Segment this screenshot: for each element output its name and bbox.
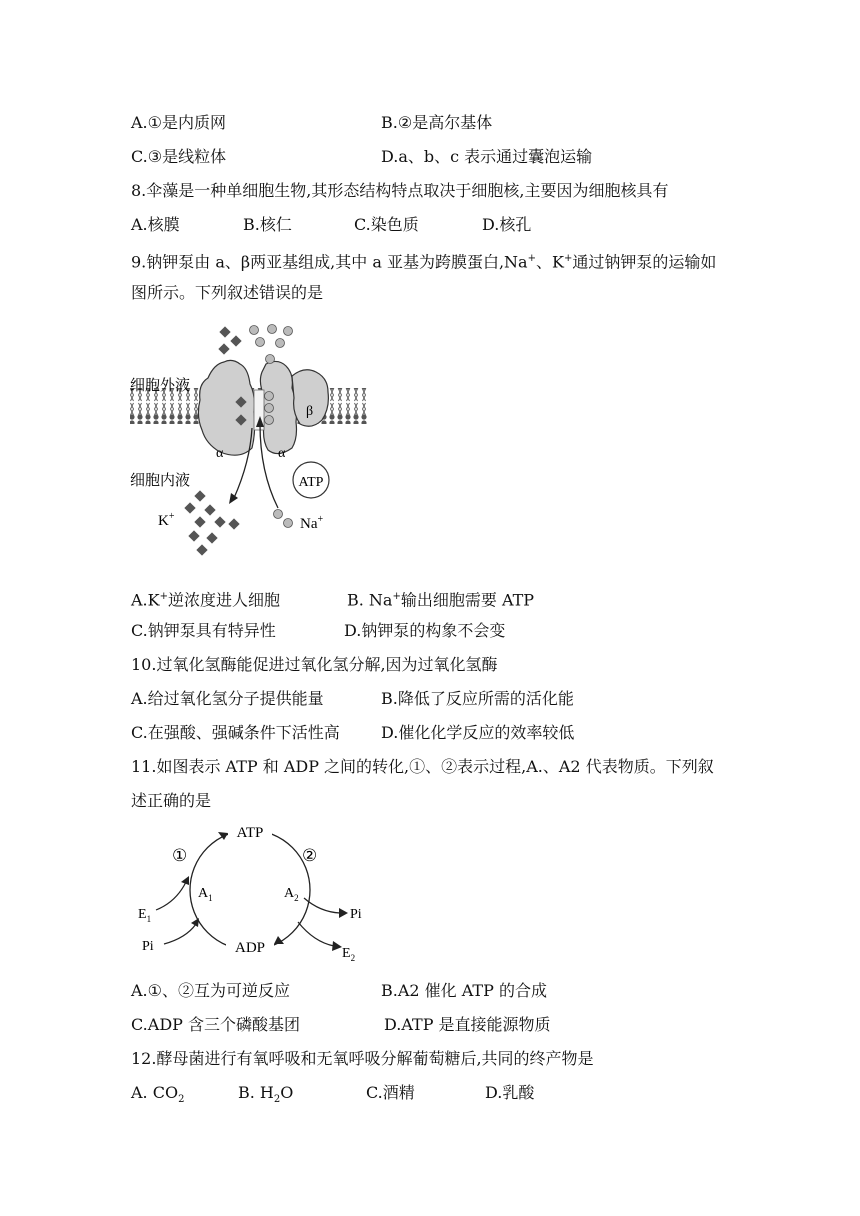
atp-adp-cycle-figure bbox=[128, 818, 388, 972]
q9-stem-line1 bbox=[131, 248, 716, 273]
na-ion bbox=[265, 392, 274, 401]
q11-stem-line1: 11.如图表示 ATP 和 ADP 之间的转化,①、②表示过程,A.、A2 代表物质。下列叙 bbox=[131, 757, 714, 776]
step-2-label: ② bbox=[302, 846, 318, 865]
q10-stem: 10.过氧化氢酶能促进过氧化氢分解,因为过氧化氢酶 bbox=[131, 655, 498, 674]
alpha-subunit-left bbox=[198, 360, 254, 455]
na-ion bbox=[265, 404, 274, 413]
q9-option-b bbox=[347, 586, 534, 611]
pi-input-arrow bbox=[164, 924, 196, 944]
q10-option-c: C.在强酸、强碱条件下活性高 bbox=[131, 723, 340, 742]
atp-label: ATP bbox=[298, 475, 324, 490]
q12-stem: 12.酵母菌进行有氧呼吸和无氧呼吸分解葡萄糖后,共同的终产物是 bbox=[131, 1049, 594, 1068]
q10-option-a: A.给过氧化氢分子提供能量 bbox=[131, 689, 324, 708]
q7-option-d: D.a、b、c 表示通过囊泡运输 bbox=[381, 147, 593, 166]
k-superscript: + bbox=[159, 591, 168, 602]
q10-option-b: B.降低了反应所需的活化能 bbox=[381, 689, 574, 708]
na-ion bbox=[284, 327, 293, 336]
a1-label: $A_1$ bbox=[198, 886, 213, 903]
q9-option-c: C.钠钾泵具有特异性 bbox=[131, 621, 276, 640]
pi-output-label: Pi bbox=[350, 907, 362, 922]
na-ion bbox=[284, 519, 293, 528]
q10-option-d: D.催化化学反应的效率较低 bbox=[381, 723, 575, 742]
q12-option-d: D.乳酸 bbox=[485, 1083, 535, 1102]
q7-option-a: A.①是内质网 bbox=[131, 113, 226, 132]
q9-option-a-post: 逆浓度进人细胞 bbox=[167, 590, 280, 610]
pi-output-arrowhead bbox=[339, 908, 348, 918]
h2o-subscript: 2 bbox=[273, 1094, 281, 1106]
e1-arrow bbox=[156, 882, 186, 910]
na-superscript: + bbox=[527, 253, 536, 264]
k-ion-label: K+ bbox=[158, 511, 175, 529]
sodium-potassium-pump-figure bbox=[128, 312, 378, 566]
q11-stem-line2: 述正确的是 bbox=[131, 791, 212, 810]
q9-option-b-post: 输出细胞需要 ATP bbox=[400, 590, 535, 610]
k-arrowhead bbox=[229, 493, 238, 504]
k-ion bbox=[228, 518, 239, 529]
a2-label: $A_2$ bbox=[284, 886, 299, 903]
q12-option-b-text: B. H bbox=[238, 1083, 274, 1102]
q12-option-a bbox=[131, 1082, 184, 1111]
q9-stem-text: 9.钠钾泵由 a、β两亚基组成,其中 a 亚基为跨膜蛋白,Na bbox=[131, 252, 528, 272]
na-ion bbox=[265, 416, 274, 425]
q12-option-b-o: O bbox=[280, 1083, 294, 1102]
q9-option-d: D.钠钾泵的构象不会变 bbox=[344, 621, 506, 640]
q8-stem: 8.伞藻是一种单细胞生物,其形态结构特点取决于细胞核,主要因为细胞核具有 bbox=[131, 181, 669, 200]
q11-option-b: B.A2 催化 ATP 的合成 bbox=[381, 981, 547, 1000]
na-superscript: + bbox=[392, 591, 401, 602]
q7-option-b: B.②是高尔基体 bbox=[381, 113, 493, 132]
k-ion bbox=[230, 335, 241, 346]
na-ion bbox=[266, 355, 275, 364]
q9-stem-text-end: 通过钠钾泵的运输如 bbox=[572, 252, 717, 272]
q9-option-b-pre: B. Na bbox=[347, 590, 393, 610]
q7-option-c: C.③是线粒体 bbox=[131, 147, 227, 166]
k-ion bbox=[218, 343, 229, 354]
pi-input-label: Pi bbox=[142, 939, 154, 954]
na-ion-label: Na+ bbox=[300, 514, 324, 532]
e2-arrow bbox=[298, 922, 334, 946]
e2-label: $E_2$ bbox=[342, 946, 356, 963]
q9-option-a-pre: A.K bbox=[131, 590, 160, 610]
q8-option-d: D.核孔 bbox=[482, 215, 532, 234]
q8-option-b: B.核仁 bbox=[243, 215, 292, 234]
e2-arrowhead bbox=[332, 941, 342, 951]
beta-label: β bbox=[306, 404, 314, 419]
na-ion bbox=[256, 338, 265, 347]
k-ion bbox=[214, 516, 225, 527]
q12-option-b bbox=[238, 1082, 293, 1111]
q12-option-a-text: A. CO bbox=[131, 1083, 179, 1102]
q11-option-c: C.ADP 含三个磷酸基团 bbox=[131, 1015, 300, 1034]
na-ion bbox=[274, 510, 283, 519]
k-ion bbox=[204, 504, 215, 515]
k-ion bbox=[219, 326, 230, 337]
q11-option-a: A.①、②互为可逆反应 bbox=[131, 981, 290, 1000]
k-ion bbox=[188, 530, 199, 541]
outside-fluid-label: 细胞外液 bbox=[130, 378, 191, 394]
adp-label: ADP bbox=[234, 940, 266, 956]
q9-stem-line2: 图所示。下列叙述错误的是 bbox=[131, 283, 324, 302]
atp-label: ATP bbox=[236, 825, 264, 841]
inside-fluid-label: 细胞内液 bbox=[130, 473, 191, 489]
k-ion bbox=[184, 502, 195, 513]
q9-stem-k: 、K bbox=[535, 252, 564, 272]
k-ion bbox=[206, 532, 217, 543]
alpha-label-right: α bbox=[278, 446, 286, 461]
q8-option-a: A.核膜 bbox=[131, 215, 180, 234]
q9-option-a bbox=[131, 586, 280, 611]
alpha-label-left: α bbox=[216, 446, 224, 461]
q12-option-c: C.酒精 bbox=[366, 1083, 415, 1102]
co2-subscript: 2 bbox=[178, 1094, 185, 1106]
e1-label: $E_1$ bbox=[138, 907, 152, 924]
na-ion bbox=[250, 326, 259, 335]
k-ion bbox=[194, 490, 205, 501]
k-ion bbox=[196, 544, 207, 555]
na-ion bbox=[276, 339, 285, 348]
k-ion bbox=[194, 516, 205, 527]
step-1-label: ① bbox=[172, 846, 188, 865]
na-ion bbox=[268, 325, 277, 334]
q8-option-c: C.染色质 bbox=[354, 215, 419, 234]
q11-option-d: D.ATP 是直接能源物质 bbox=[384, 1015, 551, 1034]
k-superscript: + bbox=[563, 253, 573, 264]
